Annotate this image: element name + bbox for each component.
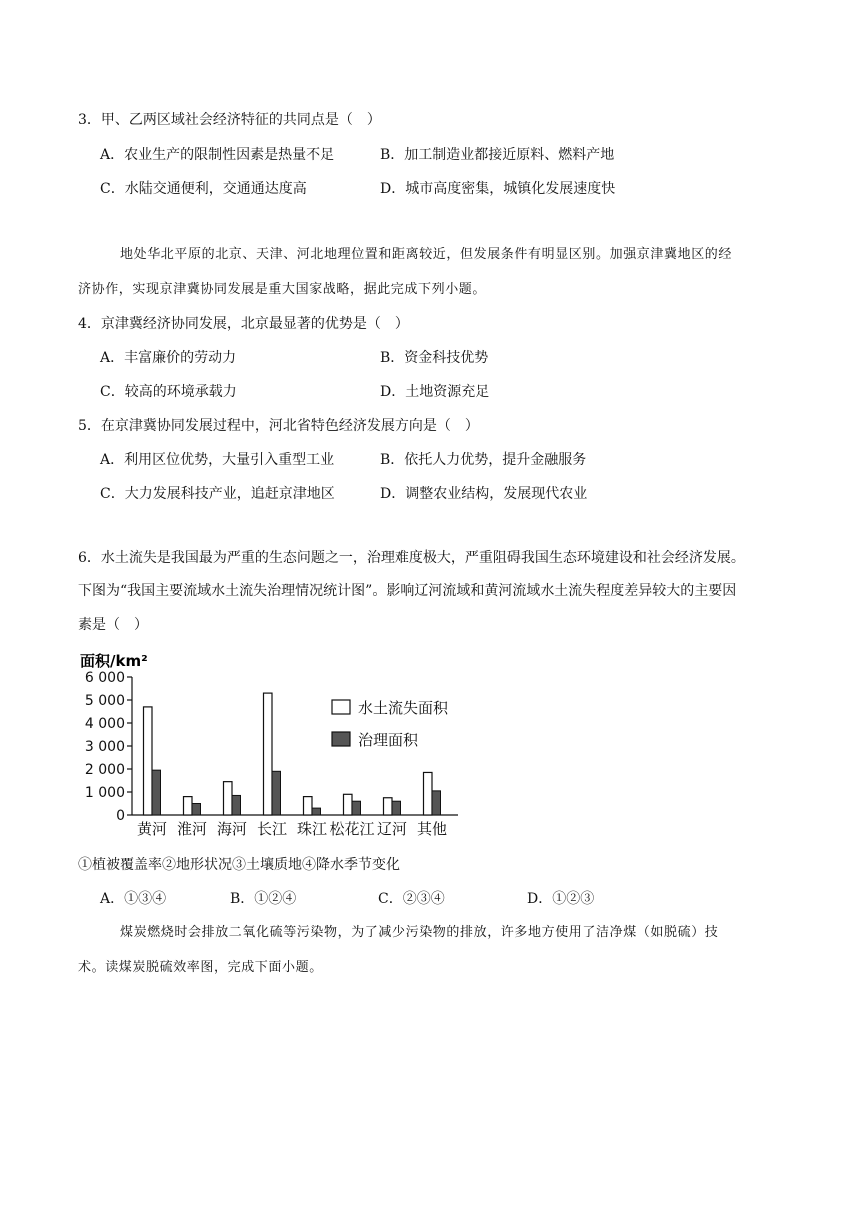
soil-erosion-bar-chart xyxy=(74,650,474,840)
legend-label: 水土流失面积 xyxy=(358,699,449,717)
bar-treated-area-2 xyxy=(232,795,241,815)
bar-erosion-area-3 xyxy=(264,693,273,815)
chart-y-tick-label: 4 000 xyxy=(84,716,125,732)
bar-erosion-area-4 xyxy=(304,797,313,815)
passage1-line1: 地处华北平原的北京、天津、河北地理位置和距离较近，但发展条件有明显区别。加强京津冀地区的经 xyxy=(120,247,733,262)
q4-option-a: A．丰富廉价的劳动力 xyxy=(100,350,237,366)
bar-erosion-area-7 xyxy=(424,772,433,815)
bar-erosion-area-1 xyxy=(184,797,193,815)
q6-stem-line1: 6．水土流失是我国最为严重的生态问题之一，治理难度极大，严重阻碍我国生态环境建设和社会经济发展。 xyxy=(78,550,745,566)
bar-treated-area-5 xyxy=(352,801,361,815)
bar-treated-area-0 xyxy=(152,770,161,815)
q3-option-d: D．城市高度密集，城镇化发展速度快 xyxy=(380,181,616,197)
passage1-line2: 济协作，实现京津冀协同发展是重大国家战略，据此完成下列小题。 xyxy=(78,282,487,297)
q6-option-a: A．①③④ xyxy=(100,891,167,907)
chart-y-axis-title: 面积/km² xyxy=(80,652,148,670)
bar-treated-area-6 xyxy=(392,801,401,815)
chart-category-label: 海河 xyxy=(216,820,248,838)
chart-category-label: 长江 xyxy=(256,820,288,838)
q4-option-b: B．资金科技优势 xyxy=(380,350,489,366)
q6-stem-line2: 下图为“我国主要流域水土流失治理情况统计图”。影响辽河流域和黄河流域水土流失程度差异较大的主要因 xyxy=(78,583,737,599)
bar-erosion-area-2 xyxy=(224,782,233,815)
q6-option-d: D．①②③ xyxy=(527,891,595,907)
q5-option-d: D．调整农业结构，发展现代农业 xyxy=(380,486,588,502)
q6-stem-line3: 素是（ ） xyxy=(78,617,148,633)
bar-treated-area-1 xyxy=(192,804,201,816)
q6-option-c: C．②③④ xyxy=(378,891,445,907)
legend-label: 治理面积 xyxy=(358,731,419,749)
bar-erosion-area-0 xyxy=(144,707,153,815)
q4-option-d: D．土地资源充足 xyxy=(380,384,490,400)
chart-y-tick-label: 0 xyxy=(116,808,125,824)
chart-y-tick-label: 6 000 xyxy=(84,670,125,686)
chart-category-label: 其他 xyxy=(416,820,448,838)
q5-option-b: B．依托人力优势，提升金融服务 xyxy=(380,452,587,468)
chart-category-label: 淮河 xyxy=(176,820,208,838)
q3-option-a: A．农业生产的限制性因素是热量不足 xyxy=(100,147,335,163)
q5-stem: 5．在京津冀协同发展过程中，河北省特色经济发展方向是（ ） xyxy=(78,418,479,434)
legend-swatch xyxy=(332,732,350,746)
chart-svg xyxy=(74,650,474,840)
chart-y-tick-label: 5 000 xyxy=(84,693,125,709)
q6-option-b: B．①②④ xyxy=(230,891,297,907)
chart-y-tick-label: 3 000 xyxy=(84,739,125,755)
q5-option-c: C．大力发展科技产业，追赶京津地区 xyxy=(100,486,335,502)
passage2-line2: 术。读煤炭脱硫效率图，完成下面小题。 xyxy=(78,960,323,975)
bar-treated-area-7 xyxy=(432,791,441,815)
q4-option-c: C．较高的环境承载力 xyxy=(100,384,237,400)
q3-option-b: B．加工制造业都接近原料、燃料产地 xyxy=(380,147,615,163)
chart-category-label: 松花江 xyxy=(329,820,375,838)
q5-option-a: A．利用区位优势，大量引入重型工业 xyxy=(100,452,335,468)
chart-category-label: 辽河 xyxy=(376,820,408,838)
chart-category-label: 黄河 xyxy=(136,820,168,838)
q3-stem: 3．甲、乙两区域社会经济特征的共同点是（ ） xyxy=(78,112,381,128)
passage2-line1: 煤炭燃烧时会排放二氧化硫等污染物，为了减少污染物的排放，许多地方使用了洁净煤（如脱硫）技 xyxy=(120,925,719,940)
bar-treated-area-3 xyxy=(272,771,281,815)
bar-erosion-area-6 xyxy=(384,798,393,815)
chart-category-label: 珠江 xyxy=(296,820,328,838)
legend-swatch xyxy=(332,700,350,714)
chart-y-tick-label: 2 000 xyxy=(84,762,125,778)
bar-erosion-area-5 xyxy=(344,794,353,815)
bar-treated-area-4 xyxy=(312,808,321,815)
chart-legend xyxy=(332,699,449,749)
q4-stem: 4．京津冀经济协同发展，北京最显著的优势是（ ） xyxy=(78,316,409,332)
q6-factors: ①植被覆盖率②地形状况③土壤质地④降水季节变化 xyxy=(78,857,400,873)
q3-option-c: C．水陆交通便利，交通通达度高 xyxy=(100,181,307,197)
chart-y-tick-label: 1 000 xyxy=(84,785,125,801)
chart-category-labels xyxy=(137,820,447,838)
